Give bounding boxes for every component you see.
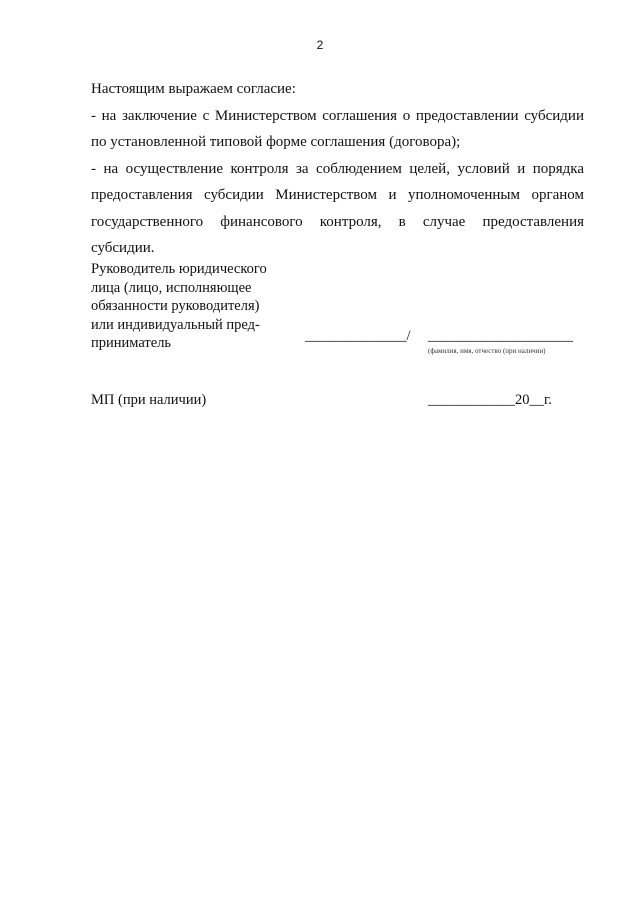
consent-block: [91, 76, 584, 262]
full-name-blank: ____________________: [428, 328, 573, 344]
date-blank: ____________20__г.: [428, 392, 552, 408]
signer-label-line: приниматель: [91, 335, 172, 351]
full-name-caption: (фамилия, имя, отчество (при наличии): [428, 347, 546, 355]
consent-intro: Настоящим выражаем согласие:: [91, 81, 296, 97]
stamp-label: МП (при наличии): [91, 392, 207, 408]
consent-item-control: - на осуществление контроля за соблюдением целей, условий и порядка предоставления субсидии Министерством и уполномоченным органом государственного финансового контроля, в случае предоставления субсидии.: [91, 160, 584, 256]
signer-position-label: [91, 260, 291, 353]
consent-item-agreement: - на заключение с Министерством соглашения о предоставлении субсидии по установленной типовой форме соглашения (договора);: [91, 107, 584, 150]
page-number: 2: [316, 38, 324, 52]
signer-label-line: или индивидуальный пред-: [91, 316, 260, 333]
signature-blank: ______________/: [305, 328, 411, 344]
signer-label-line: лица (лицо, исполняющее: [91, 279, 252, 296]
signer-label-line: Руководитель юридического: [91, 261, 267, 277]
signer-label-line: обязанности руководителя): [91, 298, 260, 314]
